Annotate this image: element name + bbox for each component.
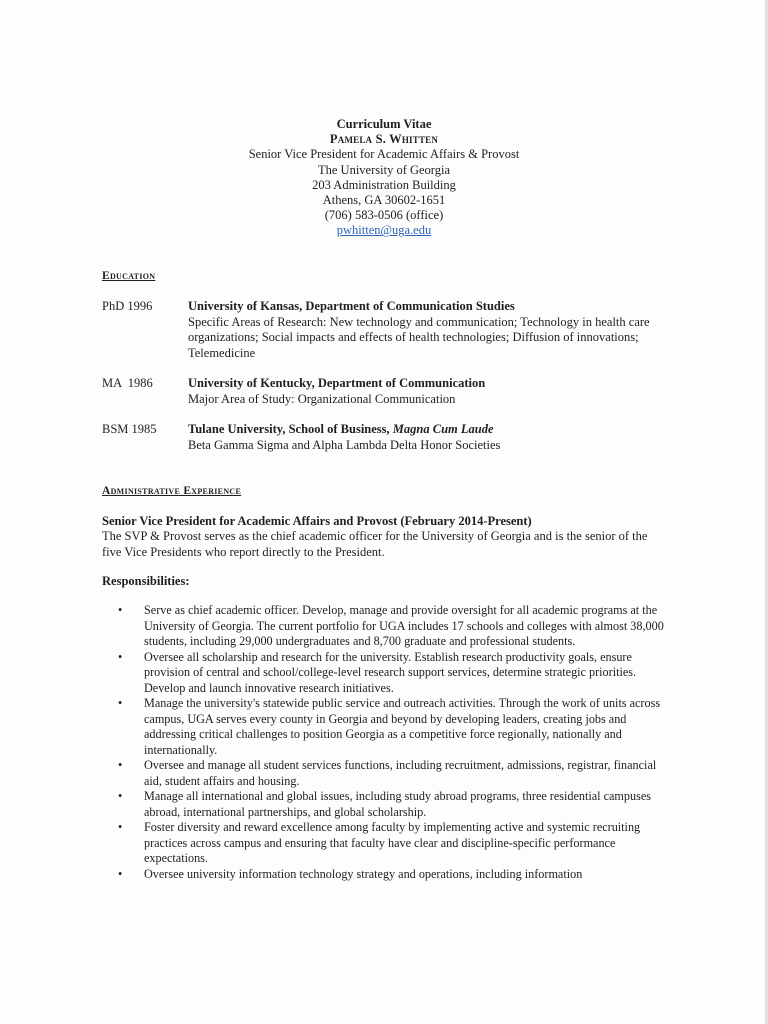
education-entry — [102, 422, 682, 454]
document-title: Curriculum Vitae — [336, 117, 432, 131]
education-description: Specific Areas of Research: New technology and communication; Technology in health care organizations; Social impacts and effects of health technologies; Diffusion of innovations; Telemedicine — [188, 314, 650, 360]
education-degree: PhD 1996 — [102, 299, 153, 313]
list-item-text: Manage the university's statewide public service and outreach activities. Through the work of units across campus, UGA serves every county in Georgia and beyond by developing leaders, creating jobs and addressing critical challenges to position Georgia as a competitive force regionally, nationally and internationally. — [144, 696, 661, 757]
experience-heading: Administrative Experience — [102, 485, 242, 497]
education-school: University of Kentucky, Department of Communication — [188, 376, 486, 390]
phone-line: (706) 583-0506 (office) — [324, 208, 444, 223]
cv-header — [0, 117, 768, 239]
education-description: Beta Gamma Sigma and Alpha Lambda Delta Honor Societies — [188, 437, 501, 452]
list-item — [102, 603, 677, 650]
responsibilities-list — [102, 603, 677, 882]
bullet-icon: • — [118, 789, 123, 803]
education-description: Major Area of Study: Organizational Communication — [188, 391, 456, 406]
education-entry — [102, 299, 682, 363]
education-detail — [188, 299, 668, 361]
person-name: Pamela S. Whitten — [329, 132, 439, 147]
education-degree: MA 1986 — [102, 376, 153, 390]
list-item — [102, 820, 677, 867]
education-heading: Education — [102, 270, 156, 282]
list-item-text: Manage all international and global issues, including study abroad programs, three residential campuses abroad, international partnerships, and global scholarship. — [144, 789, 651, 819]
list-item — [102, 867, 677, 883]
list-item — [102, 789, 677, 820]
address-line-1: 203 Administration Building — [312, 177, 456, 192]
bullet-icon: • — [118, 649, 123, 664]
position-line: Senior Vice President for Academic Affairs & Provost — [248, 147, 520, 162]
list-item-text: Oversee university information technology strategy and operations, including information — [144, 866, 583, 881]
education-detail — [188, 422, 668, 453]
education-entry — [102, 376, 682, 408]
address-line-2: Athens, GA 30602-1651 — [322, 193, 446, 208]
education-school-name: Tulane University, School of Business, — [188, 422, 393, 436]
list-item-text: Oversee and manage all student services functions, including recruitment, admissions, registrar, financial aid, student affairs and housing. — [144, 758, 657, 788]
position-title: Senior Vice President for Academic Affairs and Provost (February 2014-Present) — [102, 514, 532, 528]
education-honor: Magna Cum Laude — [392, 422, 494, 436]
bullet-icon: • — [118, 603, 123, 617]
list-item — [102, 758, 677, 789]
institution-line: The University of Georgia — [317, 162, 451, 177]
education-degree: BSM 1985 — [102, 422, 157, 436]
education-school: University of Kansas, Department of Communication Studies — [188, 299, 515, 313]
education-detail — [188, 376, 668, 407]
list-item — [102, 650, 677, 697]
list-item — [102, 696, 677, 758]
bullet-icon: • — [118, 696, 123, 710]
bullet-icon: • — [118, 820, 123, 834]
position-summary: The SVP & Provost serves as the chief academic officer for the University of Georgia and is the senior of the five Vice Presidents who report directly to the President. — [102, 529, 648, 559]
education-school — [188, 422, 668, 438]
responsibilities-heading: Responsibilities: — [102, 574, 190, 588]
list-item-text: Oversee all scholarship and research for the university. Establish research productivity goals, ensure provision of central and school/college-level research support services, determine strategic priorities. Develop and launch innovative research initiatives. — [144, 649, 637, 695]
list-item-text: Serve as chief academic officer. Develop, manage and provide oversight for all academic programs at the University of Georgia. The current portfolio for UGA includes 17 schools and colleges with almost 38,000 students, including 29,000 undergraduates and 8,700 graduate and professional students. — [144, 603, 664, 648]
bullet-icon: • — [118, 866, 123, 881]
list-item-text: Foster diversity and reward excellence among faculty by implementing active and systemic recruiting practices across campus and ensuring that faculty have clear and discipline-specific performance expectations. — [144, 820, 641, 865]
bullet-icon: • — [118, 758, 123, 772]
email-link[interactable]: pwhitten@uga.edu — [336, 223, 432, 238]
